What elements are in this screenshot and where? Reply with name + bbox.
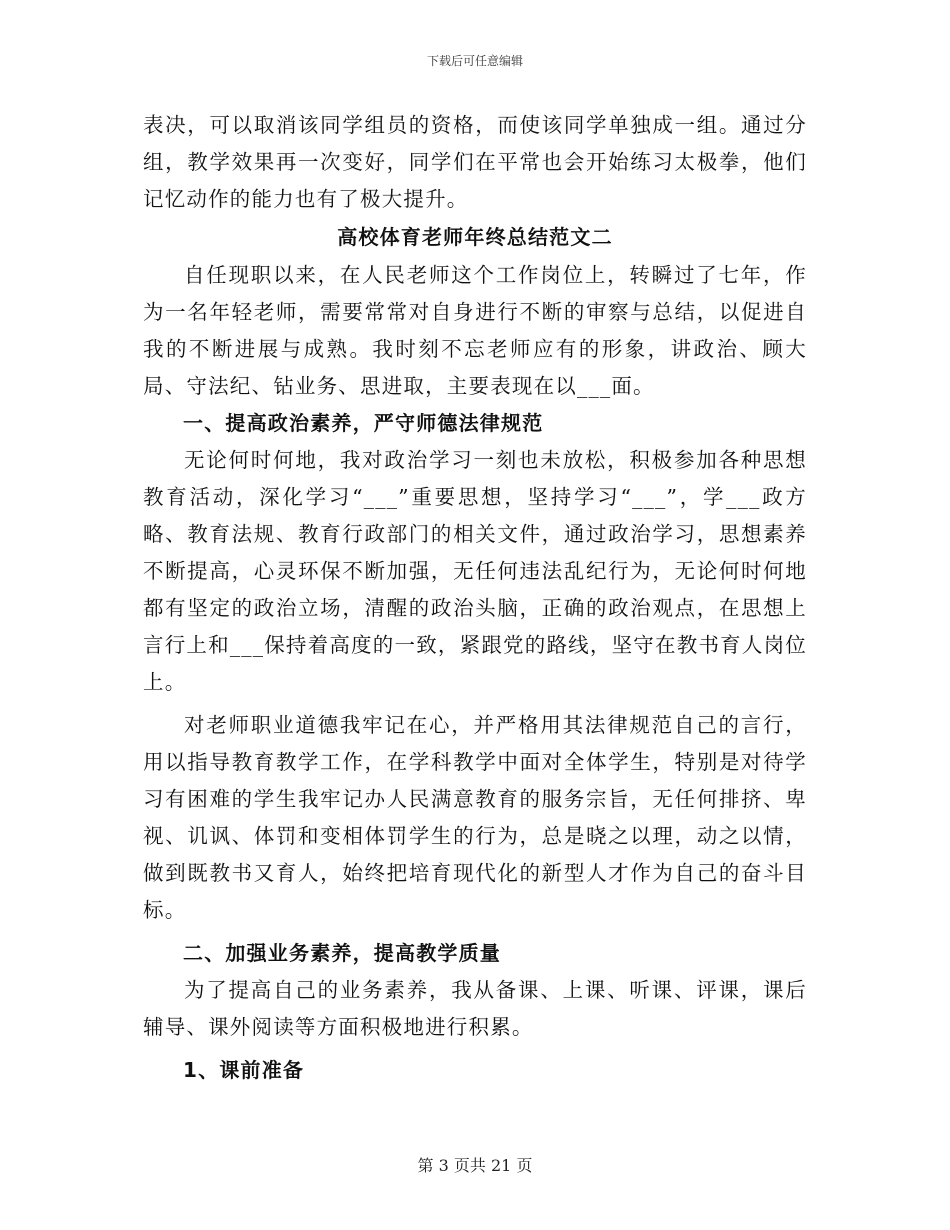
page-header-note: 下载后可任意编辑 bbox=[426, 54, 523, 68]
section-heading-2: 二、加强业务素养，提高教学质量 bbox=[183, 941, 501, 965]
paragraph-1: 自任现职以来，在人民老师这个工作岗位上，转瞬过了七年，作为一名年轻老师，需要常常对自身进行不断的审察与总结，以促进自我的不断进展与成熟。我时刻不忘老师应有的形象，讲政治、顾大局、守法纪、钻业务、思进取，主要表现在以___面。 bbox=[143, 263, 807, 398]
intro-continuation-paragraph: 表决，可以取消该同学组员的资格，而使该同学单独成一组。通过分组，教学效果再一次变好，同学们在平常也会开始练习太极拳，他们记忆动作的能力也有了极大提升。 bbox=[143, 113, 807, 211]
paragraph-3: 对老师职业道德我牢记在心，并严格用其法律规范自己的言行，用以指导教育教学工作，在学科教学中面对全体学生，特别是对待学习有困难的学生我牢记办人民满意教育的服务宗旨，无任何排挤、卑视、讥讽、体罚和变相体罚学生的行为，总是晓之以理，动之以情，做到既教书又育人，始终把培育现代化的新型人才作为自己的奋斗目标。 bbox=[143, 713, 807, 922]
paragraph-2: 无论何时何地，我对政治学习一刻也未放松，积极参加各种思想教育活动，深化学习“___”重要思想，坚持学习“___”，学___政方略、教育法规、教育行政部门的相关文件，通过政治学习，思想素养不断提高，心灵环保不断加强，无任何违法乱纪行为，无论何时何地都有坚定的政治立场，清醒的政治头脑，正确的政治观点，在思想上言行上和___保持着高度的一致，紧跟党的路线，坚守在教书育人岗位上。 bbox=[143, 448, 807, 694]
paragraph-4: 为了提高自己的业务素养，我从备课、上课、听课、评课，课后辅导、课外阅读等方面积极地进行积累。 bbox=[143, 978, 807, 1039]
page-number-footer: 第 3 页共 21 页 bbox=[417, 1156, 533, 1175]
section-heading-1: 一、提高政治素养，严守师德法律规范 bbox=[183, 411, 544, 435]
document-body bbox=[143, 107, 807, 1089]
subsection-heading-1: 1、课前准备 bbox=[183, 1058, 305, 1082]
document-title: 高校体育老师年终总结范文二 bbox=[337, 225, 613, 249]
